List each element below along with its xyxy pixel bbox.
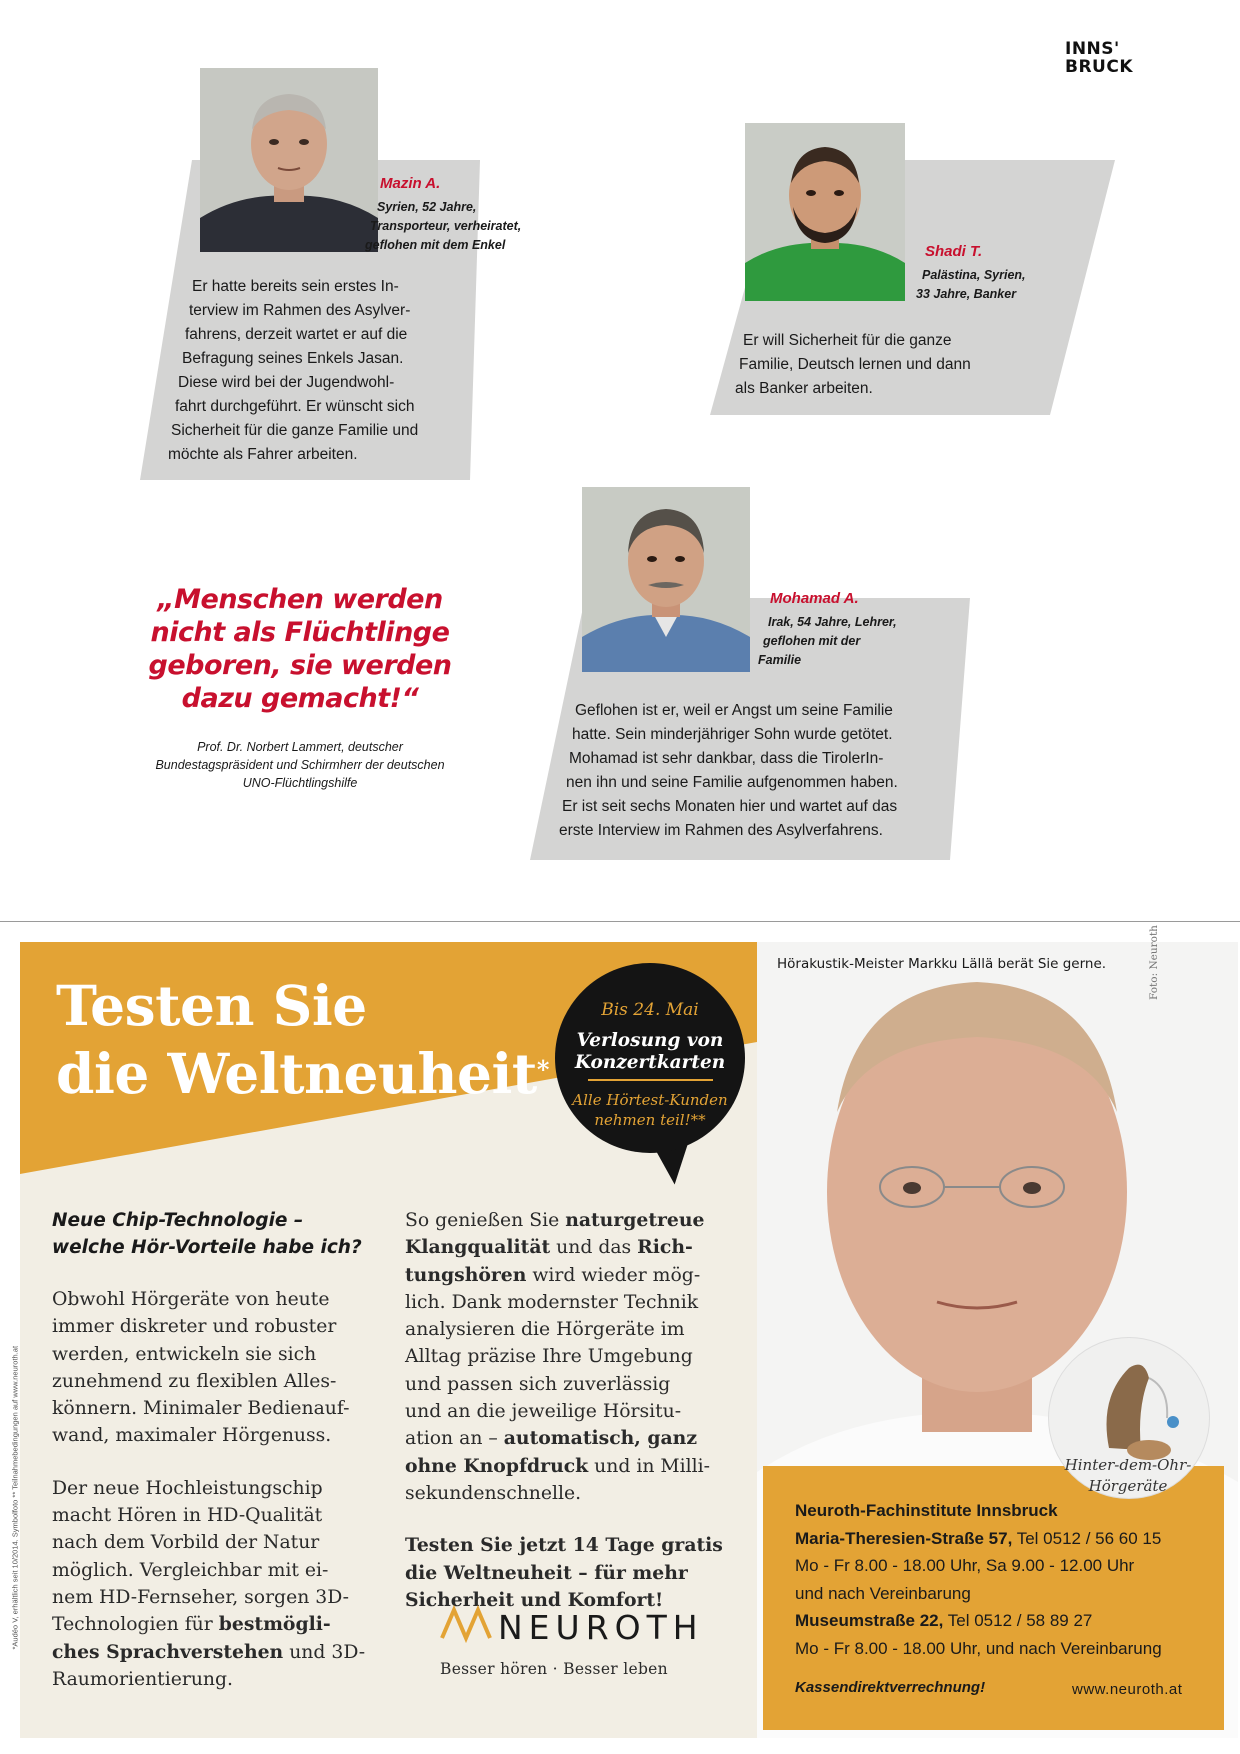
text-line [52,1611,365,1638]
bubble-headline-line: Konzertkarten [574,1052,726,1073]
meta-line: Palästina, Syrien, [922,268,1026,282]
text-line: lich. Dank modernster Technik [405,1291,699,1313]
bio-line: Familie, Deutsch lernen und dann [739,356,971,373]
text-line [52,1639,365,1666]
bold-span: Klangqualität [405,1236,551,1259]
bio-line: Diese wird bei der Jugendwohl- [178,374,395,391]
cta-line: Testen Sie jetzt 14 Tage gratis [405,1534,723,1557]
text-line: analysieren die Hörgeräte im [405,1319,685,1341]
text-span: ation an – [405,1428,504,1450]
meta-line: 33 Jahre, Banker [916,287,1017,301]
website-link[interactable]: www.neuroth.at [1072,1681,1183,1698]
text-line: macht Hören in HD-Qualität [52,1505,323,1527]
person-meta-mohamad [758,613,897,670]
bold-span: bestmögli- [218,1613,331,1636]
text-line: Der neue Hochleistungschip [52,1477,323,1499]
text-span: und in Milli- [588,1455,711,1477]
bio-line: erste Interview im Rahmen des Asylverfahrens. [559,822,883,839]
ad-headline [56,972,549,1108]
text-line: und an die jeweilige Hörsitu- [405,1401,682,1423]
bold-span: ohne Knopfdruck [405,1454,589,1477]
text-line: Obwohl Hörgeräte von heute [52,1289,330,1310]
bubble-sub-line: nehmen teil!** [594,1111,706,1129]
hours-line: Mo - Fr 8.00 - 18.00 Uhr, und nach Vereinbarung [795,1638,1162,1658]
hours-line: und nach Vereinbarung [795,1583,971,1603]
text-line: zunehmend zu flexiblen Alles- [52,1370,337,1392]
photo-mohamad [582,487,750,672]
bio-line: Befragung seines Enkels Jasan. [182,350,404,367]
neuroth-wordmark: NEUROTH [498,1608,704,1647]
ad-column-1 [52,1207,365,1693]
bubble-sub-line: Alle Hörtest-Kunden [572,1091,728,1109]
quote-attribution [110,738,490,792]
person-bio-mohamad [559,699,898,843]
bold-span: naturgetreue [565,1209,705,1231]
person-name-mohamad: Mohamad A. [770,590,859,607]
text-line: nem HD-Fernseher, sorgen 3D- [52,1586,349,1608]
institute-name: Neuroth-Fachinstitute Innsbruck [795,1501,1058,1520]
ad-column-2 [405,1207,723,1614]
street: Museumstraße 22, [795,1611,944,1630]
neuroth-tagline: Besser hören · Besser leben [440,1660,668,1678]
text-line: Alltag präzise Ihre Umgebung [405,1346,693,1368]
meta-line: Familie [758,653,802,667]
photo-caption: Hörakustik-Meister Markku Lällä berät Sie gerne. [777,956,1107,972]
bio-line: Er hatte bereits sein erstes In- [192,278,399,295]
text-line: möglich. Vergleichbar mit ei- [52,1559,329,1581]
bio-line: fahrt durchgeführt. Er wünscht sich [175,398,415,415]
innsbruck-logo [1065,40,1133,76]
bio-line: fahrens, derzeit wartet er auf die [185,326,408,343]
text-line: könnern. Minimaler Bedienauf- [52,1398,350,1420]
text-line: Raumorientierung. [52,1668,234,1690]
person-bio-mazin [168,275,419,467]
bio-line: als Banker arbeiten. [735,380,873,397]
person-bio-shadi [735,329,971,401]
text-line: wand, maximaler Hörgenuss. [52,1425,332,1447]
photo-mazin [200,68,378,252]
phone[interactable]: Tel 0512 / 58 89 27 [943,1611,1093,1630]
meta-line: Transporteur, verheiratet, [370,219,522,233]
device-label-line: Hinter-dem-Ohr- [1064,1456,1192,1474]
section-divider [0,921,1240,922]
bubble-subline [560,1090,740,1130]
quote-line: nicht als Flüchtlinge [150,617,450,648]
logo-line-1: INNS' [1065,39,1120,59]
bio-line: Sicherheit für die ganze Familie und [171,422,419,439]
text-span: So genießen Sie [405,1210,566,1231]
bio-line: Geflohen ist er, weil er Angst um seine Familie [575,702,893,719]
text-line [405,1425,723,1452]
device-label [1058,1455,1198,1497]
headline-line-2 [56,1040,549,1108]
headline-line-1: Testen Sie [56,973,367,1038]
text-line: nach dem Vorbild der Natur [52,1532,320,1554]
meta-line: Syrien, 52 Jahre, [377,200,477,214]
logo-line-2: BRUCK [1065,57,1134,77]
bubble-headline [570,1030,730,1074]
bio-line: hatte. Sein minderjähriger Sohn wurde getötet. [572,726,893,743]
address-block [795,1497,1162,1662]
insurance-note: Kassendirektverrechnung! [795,1679,986,1696]
bubble-rule [588,1079,713,1081]
meta-line: geflohen mit der [763,634,861,648]
pull-quote [140,583,460,715]
meta-line: Irak, 54 Jahre, Lehrer, [768,615,897,629]
text-line [405,1207,723,1234]
attribution-line: UNO-Flüchtlingshilfe [242,776,358,790]
bold-span: ches Sprachverstehen [52,1640,284,1663]
bio-line: Er ist seit sechs Monaten hier und wartet auf das [562,798,898,815]
text-line: immer diskreter und robuster [52,1316,337,1338]
column-heading: welche Hör-Vorteile habe ich? [52,1237,362,1258]
person-meta-mazin [365,198,522,255]
bio-line: Mohamad ist sehr dankbar, dass die TirolerIn- [569,750,884,767]
street: Maria-Theresien-Straße 57, [795,1528,1013,1548]
person-name-shadi: Shadi T. [925,243,983,260]
bold-span: tungshören [405,1263,527,1286]
quote-line: geboren, sie werden [148,650,452,681]
address-line [795,1607,1162,1635]
photo-shadi [745,123,905,301]
text-span: und 3D- [283,1641,366,1663]
column-heading: Neue Chip-Technologie – [52,1210,304,1231]
text-span: und das [550,1237,638,1259]
bold-span: automatisch, ganz [503,1427,697,1450]
attribution-line: Prof. Dr. Norbert Lammert, deutscher [197,740,403,754]
bio-line: nen ihn und seine Familie aufgenommen haben. [566,774,898,791]
address-line [795,1525,1162,1553]
bio-line: möchte als Fahrer arbeiten. [168,446,358,463]
headline-asterisk: * [536,1055,549,1084]
cta-line: Sicherheit und Komfort! [405,1588,664,1611]
hours-line: Mo - Fr 8.00 - 18.00 Uhr, Sa 9.00 - 12.00 Uhr [795,1556,1135,1575]
bubble-date: Bis 24. Mai [601,1000,699,1020]
device-label-line: Hörgeräte [1088,1477,1168,1495]
text-line: und passen sich zuverlässig [405,1373,671,1395]
bold-span: Rich- [637,1236,693,1259]
bio-line: Er will Sicherheit für die ganze [743,332,952,349]
cta-line: die Weltneuheit – für mehr [405,1561,688,1584]
neuroth-wave-icon [440,1604,492,1644]
quote-line: „Menschen werden [157,584,443,615]
phone[interactable]: Tel 0512 / 56 60 15 [1012,1528,1162,1548]
text-line: werden, entwickeln sie sich [52,1343,317,1365]
quote-line: dazu gemacht!“ [181,683,419,714]
meta-line: geflohen mit dem Enkel [365,238,506,252]
bubble-headline-line: Verlosung von [576,1030,724,1051]
photo-credit: Foto: Neuroth [1148,925,1160,1000]
attribution-line: Bundestagspräsident und Schirmherr der deutschen [155,758,445,772]
text-line [405,1234,723,1261]
headline-text: die Weltneuheit [56,1041,537,1106]
person-name-mazin: Mazin A. [380,175,441,192]
text-line [405,1453,723,1480]
text-span: Technologien für [52,1614,219,1636]
bio-line: terview im Rahmen des Asylver- [189,302,411,319]
text-span: wird wieder mög- [526,1264,701,1286]
footnote-vertical: *Audéo V, erhältlich seit 10/2014. Symbolfoto ** Teilnahmebedingungen auf www.neuroth.at [10,1345,20,1650]
text-line [405,1262,723,1289]
text-line: sekundenschnelle. [405,1482,582,1504]
person-meta-shadi [916,266,1026,304]
